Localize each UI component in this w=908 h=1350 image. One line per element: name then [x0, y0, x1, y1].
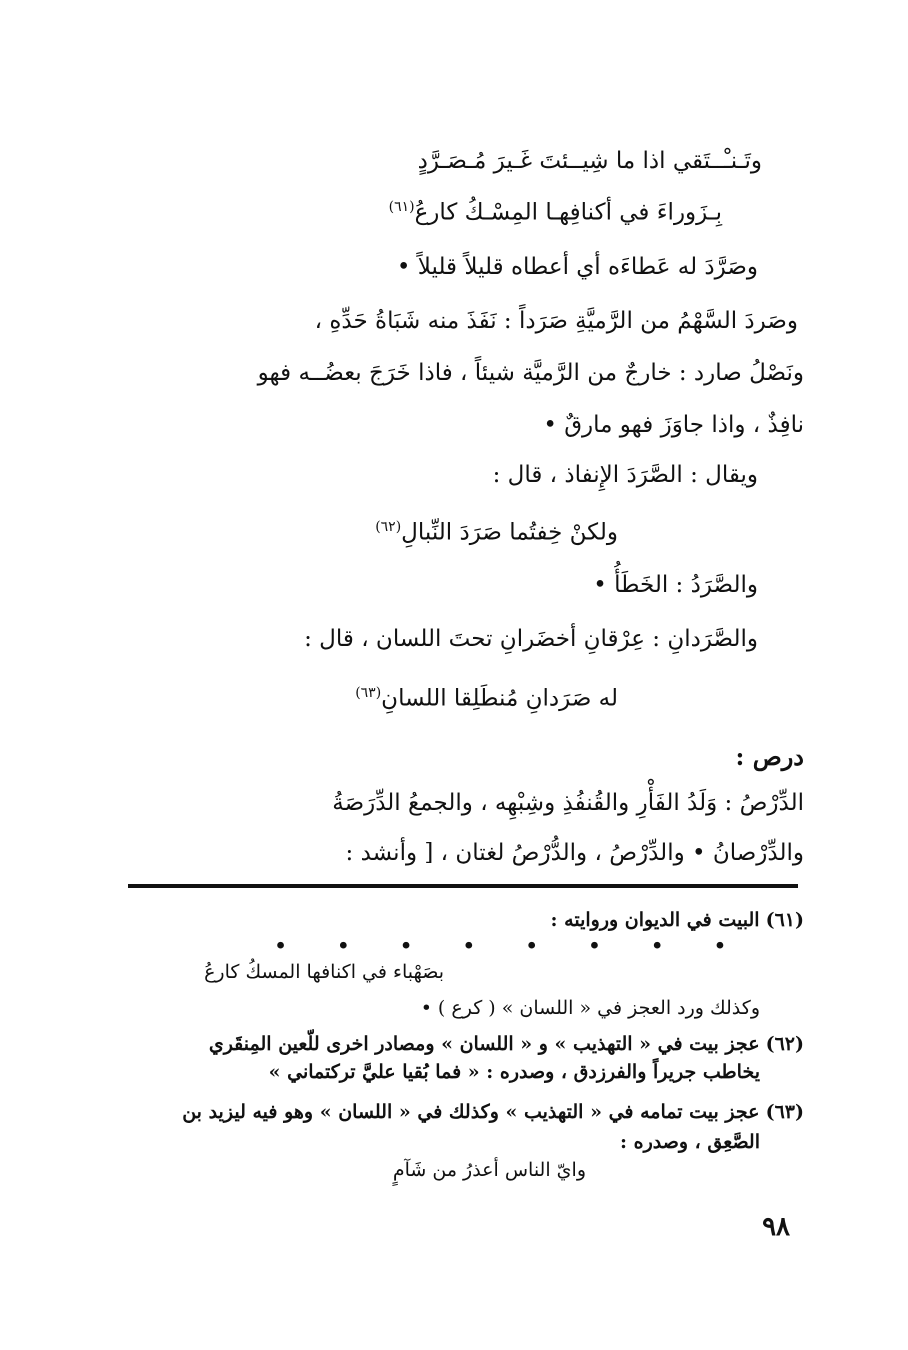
footnote-61 — [551, 906, 804, 934]
verse-line-11-text: له صَرَدانِ مُنطَلِقا اللسانِ — [381, 685, 618, 712]
verse-line-2 — [389, 190, 722, 230]
verse-line-11 — [355, 676, 618, 716]
footnote-63-number: (٦٣) — [765, 1101, 804, 1123]
footnote-63-verse: وايّ الناس أعذرُ من شَآمٍ — [392, 1159, 586, 1181]
footnote-ref-62: (٦٢) — [375, 519, 402, 535]
footnote-divider — [128, 884, 798, 888]
footnote-61-dots: • • • • • • • • — [274, 935, 748, 957]
verse-line-8 — [375, 510, 618, 550]
footnote-62 — [209, 1030, 804, 1058]
page-number: ٩٨ — [762, 1212, 790, 1242]
footnote-ref-63: (٦٣) — [355, 685, 382, 701]
footnote-ref-61: (٦١) — [388, 199, 415, 215]
text-line-6: نافِذٌ ، واذا جاوَزَ فهو مارقٌ • — [543, 412, 804, 438]
text-line-9: والصَّرَدُ : الخَطَأُ • — [593, 572, 758, 598]
text-line-13: والدِّرْصانُ • والدِّرْصُ ، والدُّرْصُ لغتان ، [ وأنشد : — [345, 840, 804, 866]
footnote-61-number: (٦١) — [765, 909, 804, 931]
text-line-3: وصَرَّدَ له عَطاءَه أي أعطاه قليلاً قليلاً • — [396, 254, 758, 280]
footnote-61-verse: بصَهْباء في اكنافها المسكُ كارعُ — [204, 961, 444, 983]
text-line-4: وصَردَ السَّهْمُ من الرَّميَّةِ صَرَداً : نَفَذَ منه شَبَاةُ حَدِّهِ ، — [314, 308, 798, 334]
footnote-63 — [182, 1098, 804, 1126]
verse-line-2-text: بِـزَوراءَ في أكنافِهـا المِسْـكُ كارعُ — [414, 199, 722, 226]
footnote-62-text-1: عجز بيت في « التهذيب » و « اللسان » ومصادر اخرى للّعين المِنقَري — [208, 1033, 760, 1055]
footnote-62-number: (٦٢) — [765, 1033, 804, 1055]
entry-heading: درص : — [735, 742, 804, 771]
text-line-12: الدِّرْصُ : وَلَدُ الفَأْرِ والقُنفُذِ وشِبْهِه ، والجمعُ الدِّرَصَةُ — [332, 790, 804, 816]
footnote-62-text-2: يخاطب جريراً والفرزدق ، وصدره : « فما بُقيا عليَّ تركتماني » — [268, 1061, 760, 1083]
verse-line-8-text: ولكنْ خِفتُما صَرَدَ النِّبالِ — [401, 519, 618, 546]
footnote-63-text-1: عجز بيت تمامه في « التهذيب » وكذلك في « اللسان » وهو فيه ليزيد بن — [182, 1101, 760, 1123]
text-line-5: ونَصْلُ صارد : خارجٌ من الرَّميَّة شيئاً ، فاذا خَرَجَ بعضُــه فهو — [257, 360, 804, 386]
text-line-10: والصَّرَدانِ : عِرْقانِ أخضَرانِ تحتَ اللسان ، قال : — [304, 626, 758, 652]
footnote-61-text: البيت في الديوان وروايته : — [550, 909, 760, 931]
text-line-7: ويقال : الصَّرَدَ الإِنفاذ ، قال : — [492, 462, 758, 488]
verse-line-1: وتَـنـْــتَقي اذا ما شِيــئتَ غَـيرَ مُـصَـرَّدٍ — [417, 148, 762, 174]
footnote-61-note: وكذلك ورد العجز في « اللسان » ( كرع ) • — [420, 997, 760, 1019]
footnote-63-text-2: الصَّعِق ، وصدره : — [620, 1131, 760, 1153]
